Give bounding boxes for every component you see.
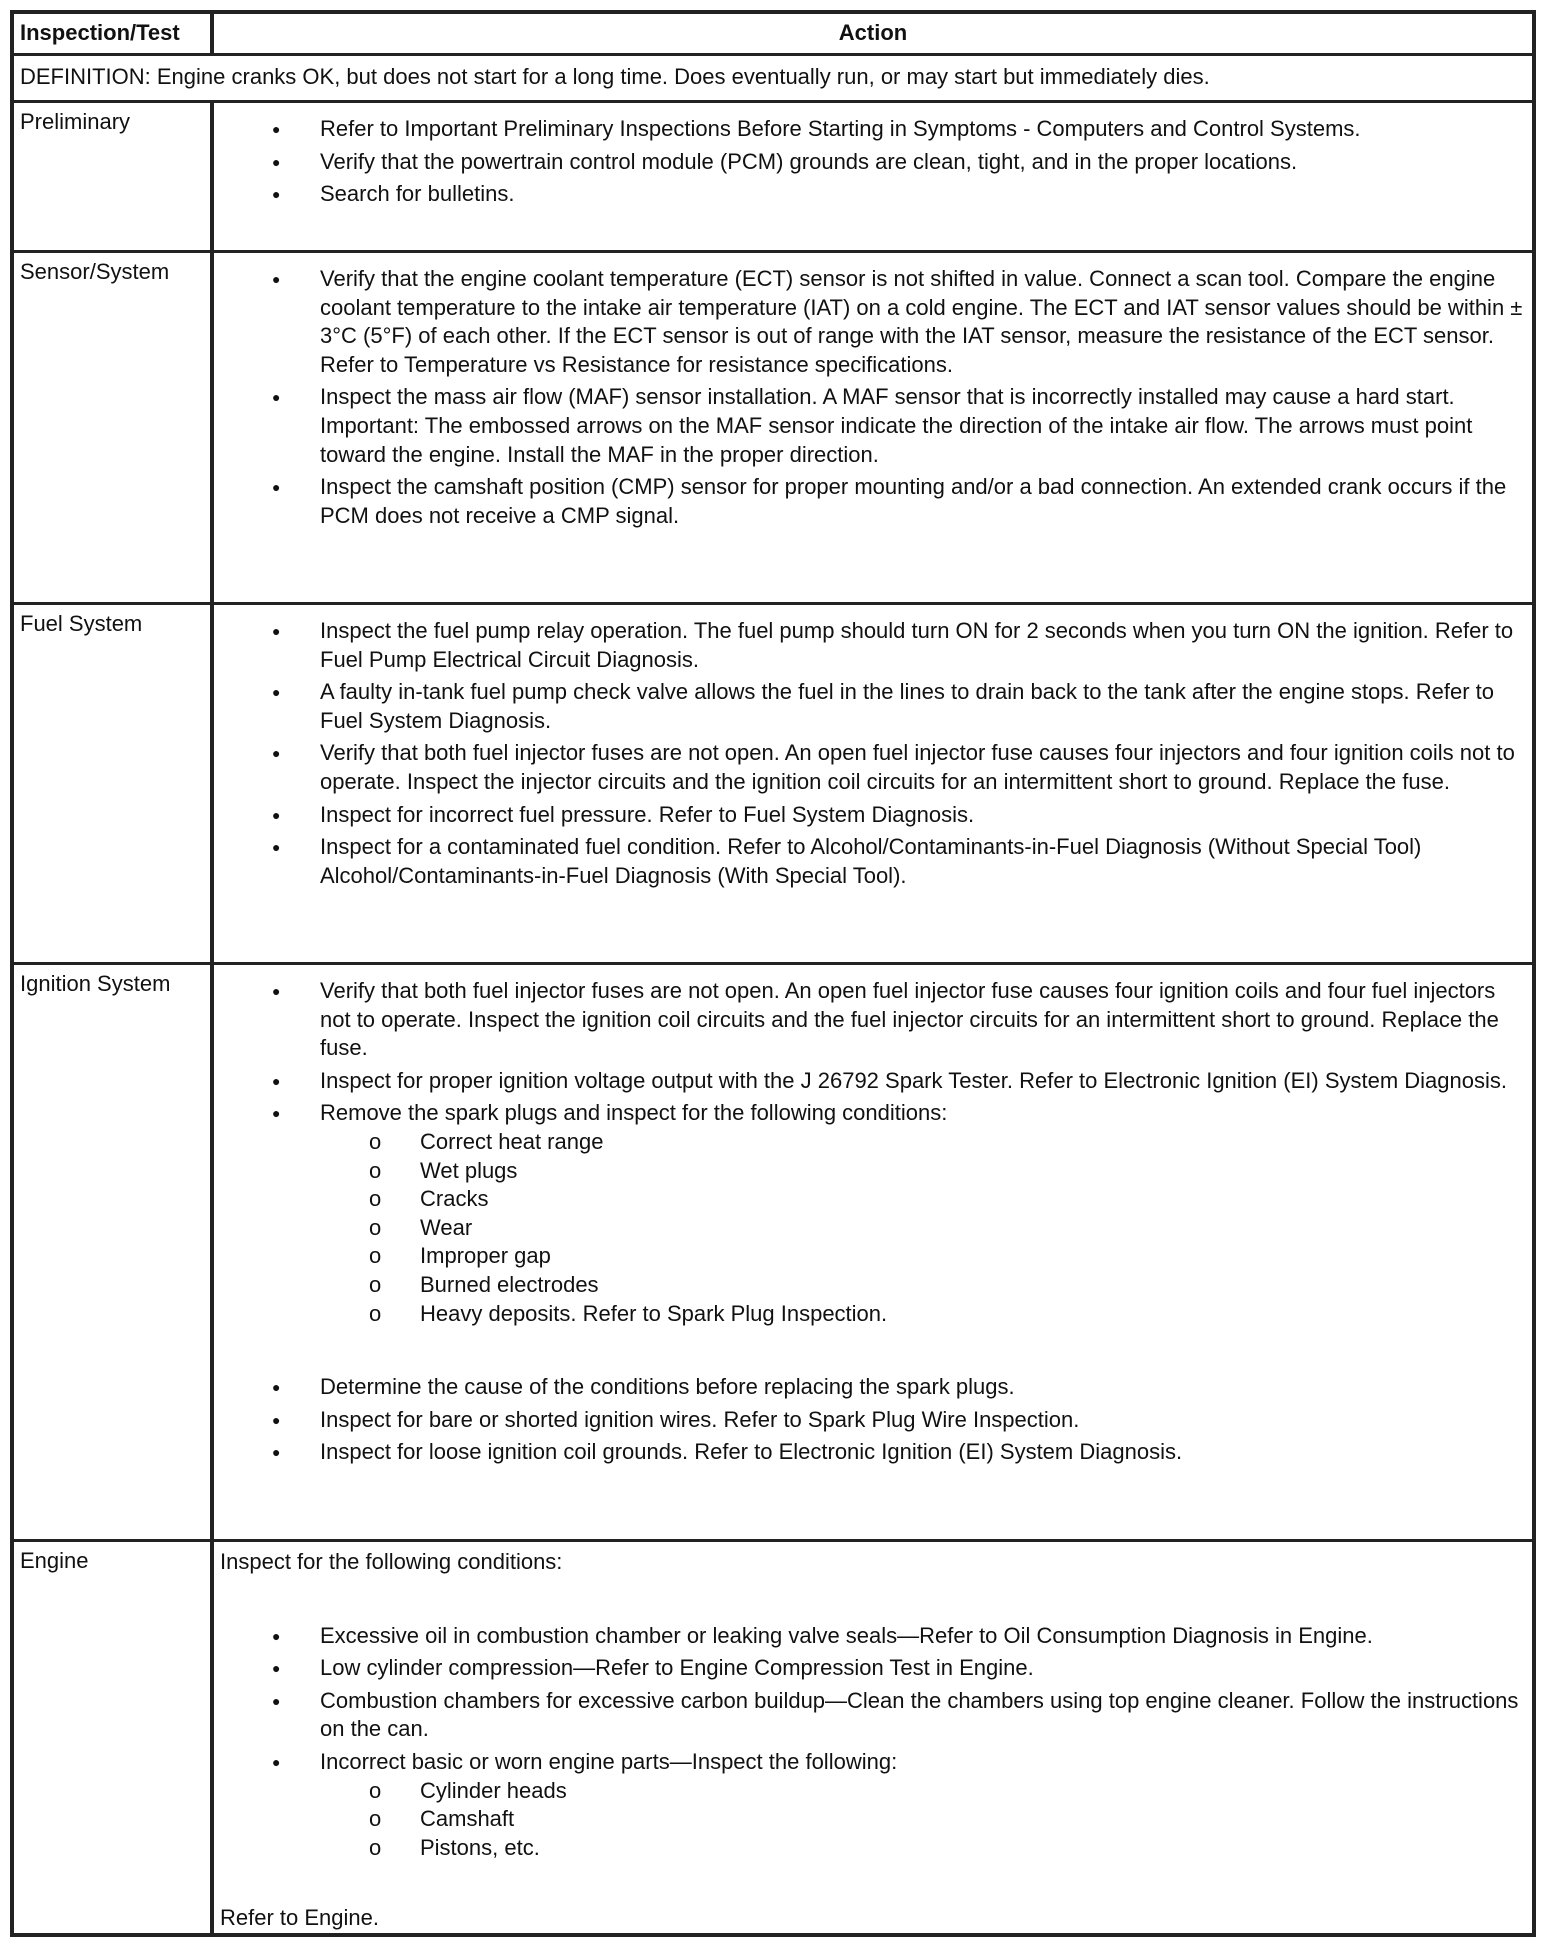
sub-list-item: o Heavy deposits. Refer to Spark Plug Inspection. xyxy=(214,1300,1526,1329)
row-action xyxy=(214,605,1532,962)
table-row-engine xyxy=(14,1542,1532,1933)
list-item: ● Inspect for incorrect fuel pressure. Refer to Fuel System Diagnosis. xyxy=(214,801,1526,830)
spacer xyxy=(214,1328,1526,1373)
sub-list-item: o Correct heat range xyxy=(214,1128,1526,1157)
sub-list-item: o Burned electrodes xyxy=(214,1271,1526,1300)
intro-text: Inspect for the following conditions: xyxy=(220,1549,563,1574)
row-label: Preliminary xyxy=(14,103,214,250)
spacer xyxy=(214,1862,1526,1904)
row-action xyxy=(214,103,1532,250)
table-row-ignition-system xyxy=(14,965,1532,1542)
list-item: ● Inspect for loose ignition coil grounds. Refer to Electronic Ignition (EI) System Diagnosis. xyxy=(214,1438,1526,1467)
list-item: ● Inspect the mass air flow (MAF) sensor installation. A MAF sensor that is incorrectly installed may cause a hard start. Important: The embossed arrows on the MAF sensor indicate the direction of the intake air flow. The arrows must point toward the engine. Install the MAF in the proper direction. xyxy=(214,383,1526,469)
list-item: ● Remove the spark plugs and inspect for the following conditions: xyxy=(214,1099,1526,1128)
bullet-list xyxy=(214,1622,1526,1777)
list-item: ● Inspect for bare or shorted ignition wires. Refer to Spark Plug Wire Inspection. xyxy=(214,1406,1526,1435)
diagnostic-table xyxy=(10,10,1536,1937)
list-item: ● Inspect for proper ignition voltage output with the J 26792 Spark Tester. Refer to Electronic Ignition (EI) System Diagnosis. xyxy=(214,1067,1526,1096)
row-label: Sensor/System xyxy=(14,253,214,602)
sub-list-item: o Wear xyxy=(214,1214,1526,1243)
sub-list-item: o Wet plugs xyxy=(214,1157,1526,1186)
list-item: ● Excessive oil in combustion chamber or leaking valve seals—Refer to Oil Consumption Diagnosis in Engine. xyxy=(214,1622,1526,1651)
list-item: ● Inspect the fuel pump relay operation. The fuel pump should turn ON for 2 seconds when you turn ON the ignition. Refer to Fuel Pump Electrical Circuit Diagnosis. xyxy=(214,617,1526,674)
row-label: Fuel System xyxy=(14,605,214,962)
definition-row xyxy=(14,56,1532,103)
table-row-fuel-system xyxy=(14,605,1532,965)
column-header-inspection: Inspection/Test xyxy=(14,14,214,53)
row-label: Engine xyxy=(14,1542,214,1933)
table-header-row xyxy=(14,14,1532,56)
spacer xyxy=(214,1577,1526,1622)
bullet-list xyxy=(214,1373,1526,1467)
list-item: ● Inspect for a contaminated fuel condition. Refer to Alcohol/Contaminants-in-Fuel Diagnosis (Without Special Tool) Alcohol/Contaminants-in-Fuel Diagnosis (With Special Tool). xyxy=(214,833,1526,890)
sub-list-item: o Camshaft xyxy=(214,1805,1526,1834)
sub-list-item: o Cylinder heads xyxy=(214,1777,1526,1806)
list-item: ● Verify that the powertrain control module (PCM) grounds are clean, tight, and in the proper locations. xyxy=(214,148,1526,177)
sub-list-item: o Improper gap xyxy=(214,1242,1526,1271)
bullet-list xyxy=(214,265,1526,530)
list-item: ● Verify that both fuel injector fuses are not open. An open fuel injector fuse causes four ignition coils and four fuel injectors not to operate. Inspect the ignition coil circuits and the fuel injector circuits for an intermittent short to ground. Replace the fuse. xyxy=(214,977,1526,1063)
row-action xyxy=(214,1542,1532,1933)
bullet-list xyxy=(214,977,1526,1128)
sub-list-item: o Cracks xyxy=(214,1185,1526,1214)
bullet-list xyxy=(214,115,1526,209)
list-item: ● Incorrect basic or worn engine parts—Inspect the following: xyxy=(214,1748,1526,1777)
sub-list xyxy=(214,1777,1526,1863)
sub-list xyxy=(214,1128,1526,1328)
list-item: ● Combustion chambers for excessive carbon buildup—Clean the chambers using top engine cleaner. Follow the instructions on the can. xyxy=(214,1687,1526,1744)
list-item: ● A faulty in-tank fuel pump check valve allows the fuel in the lines to drain back to the tank after the engine stops. Refer to Fuel System Diagnosis. xyxy=(214,678,1526,735)
list-item: ● Verify that the engine coolant temperature (ECT) sensor is not shifted in value. Connect a scan tool. Compare the engine coolant temperature to the intake air temperature (IAT) on a cold engine. The ECT and IAT sensor values should be within ± 3°C (5°F) of each other. If the ECT sensor is out of range with the IAT sensor, measure the resistance of the ECT sensor. Refer to Temperature vs Resistance for resistance specifications. xyxy=(214,265,1526,379)
column-header-action: Action xyxy=(838,20,908,45)
list-item: ● Low cylinder compression—Refer to Engine Compression Test in Engine. xyxy=(214,1654,1526,1683)
list-item: ● Verify that both fuel injector fuses are not open. An open fuel injector fuse causes four injectors and four ignition coils not to operate. Inspect the injector circuits and the ignition coil circuits for an intermittent short to ground. Replace the fuse. xyxy=(214,739,1526,796)
sub-list-item: o Pistons, etc. xyxy=(214,1834,1526,1863)
row-action xyxy=(214,253,1532,602)
list-item: ● Inspect the camshaft position (CMP) sensor for proper mounting and/or a bad connection. An extended crank occurs if the PCM does not receive a CMP signal. xyxy=(214,473,1526,530)
list-item: ● Determine the cause of the conditions before replacing the spark plugs. xyxy=(214,1373,1526,1402)
list-item: ● Search for bulletins. xyxy=(214,180,1526,209)
list-item: ● Refer to Important Preliminary Inspections Before Starting in Symptoms - Computers and Control Systems. xyxy=(214,115,1526,144)
table-row-sensor-system xyxy=(14,253,1532,605)
row-action xyxy=(214,965,1532,1539)
row-label: Ignition System xyxy=(14,965,214,1539)
bullet-list xyxy=(214,617,1526,890)
outro-text: Refer to Engine. xyxy=(220,1905,379,1931)
definition-text: DEFINITION: Engine cranks OK, but does not start for a long time. Does eventually run, or may start but immediately dies. xyxy=(20,64,1210,89)
table-row-preliminary xyxy=(14,103,1532,253)
